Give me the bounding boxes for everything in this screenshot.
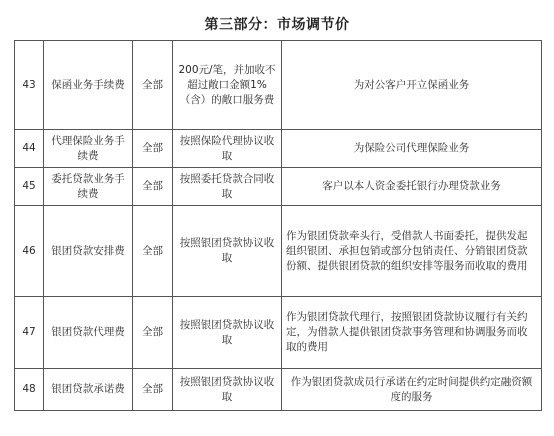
service-description: 作为银团贷款牵头行，受借款人书面委托，提供发起组织银团、承担包销或部分包销责任、分销银团贷款份额、提供银团贷款的组织安排等服务而收取的费用 bbox=[282, 206, 542, 297]
table-row bbox=[15, 41, 542, 130]
table-row bbox=[15, 369, 542, 411]
fee-standard: 按照保险代理协议收取 bbox=[173, 130, 282, 168]
fee-standard: 按照银团贷款协议收取 bbox=[173, 369, 282, 411]
table-row bbox=[15, 297, 542, 369]
row-number: 46 bbox=[15, 206, 44, 297]
fee-standard: 按照银团贷款协议收取 bbox=[173, 297, 282, 369]
fee-standard: 200元/笔，并加收不超过敞口金额1%（含）的敞口服务费 bbox=[173, 41, 282, 130]
fee-name: 保函业务手续费 bbox=[44, 41, 133, 130]
row-number: 45 bbox=[15, 168, 44, 206]
row-number: 47 bbox=[15, 297, 44, 369]
fee-name: 银团贷款安排费 bbox=[44, 206, 133, 297]
service-target: 全部 bbox=[133, 41, 173, 130]
service-description: 作为银团贷款成员行承诺在约定时间提供约定融资额度的服务 bbox=[282, 369, 542, 411]
service-target: 全部 bbox=[133, 130, 173, 168]
fee-name: 委托贷款业务手续费 bbox=[44, 168, 133, 206]
fee-name: 代理保险业务手续费 bbox=[44, 130, 133, 168]
row-number: 44 bbox=[15, 130, 44, 168]
page-title: 第三部分：市场调节价 bbox=[204, 17, 350, 33]
service-description: 作为银团贷款代理行，按照银团贷款协议履行有关约定，为借款人提供银团贷款事务管理和协调服务而收取的费用 bbox=[282, 297, 542, 369]
service-target: 全部 bbox=[133, 206, 173, 297]
fee-name: 银团贷款承诺费 bbox=[44, 369, 133, 411]
service-description: 为保险公司代理保险业务 bbox=[282, 130, 542, 168]
service-description: 为对公客户开立保函业务 bbox=[282, 41, 542, 130]
table-row bbox=[15, 206, 542, 297]
row-number: 43 bbox=[15, 41, 44, 130]
table-row bbox=[15, 130, 542, 168]
service-target: 全部 bbox=[133, 168, 173, 206]
service-description: 客户以本人资金委托银行办理贷款业务 bbox=[282, 168, 542, 206]
fee-standard: 按照银团贷款协议收取 bbox=[173, 206, 282, 297]
service-target: 全部 bbox=[133, 369, 173, 411]
fee-table bbox=[14, 40, 542, 411]
fee-name: 银团贷款代理费 bbox=[44, 297, 133, 369]
service-target: 全部 bbox=[133, 297, 173, 369]
fee-standard: 按照委托贷款合同收取 bbox=[173, 168, 282, 206]
row-number: 48 bbox=[15, 369, 44, 411]
table-row bbox=[15, 168, 542, 206]
